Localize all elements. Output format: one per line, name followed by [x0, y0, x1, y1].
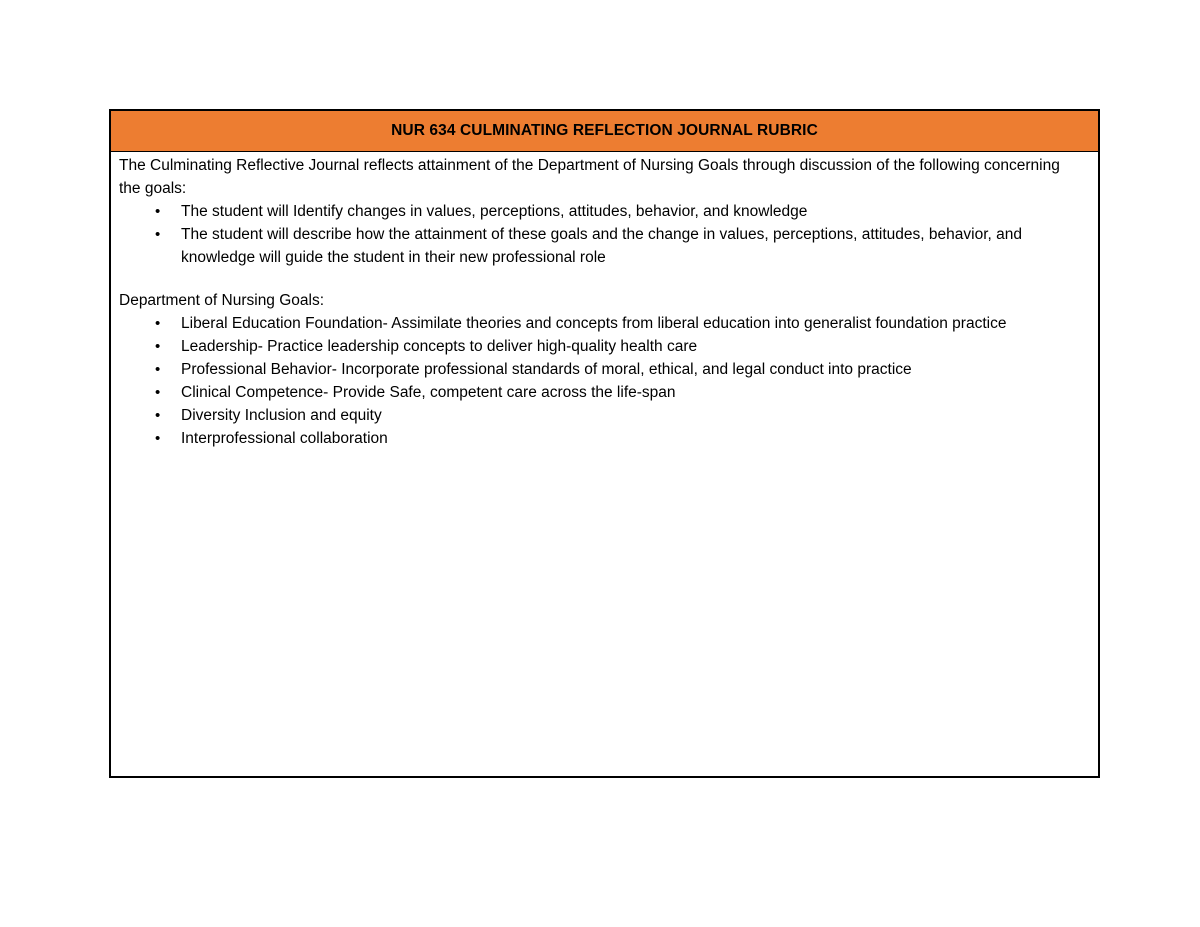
intro-paragraph: The Culminating Reflective Journal reflects attainment of the Department of Nursing Goals through discussion of the following concerning the goals: [119, 157, 1060, 197]
bullet-icon: • [155, 315, 161, 332]
bullet-icon: • [155, 338, 161, 355]
goal-text: Professional Behavior- Incorporate professional standards of moral, ethical, and legal conduct into practice [181, 361, 912, 378]
goal-text: Leadership- Practice leadership concepts to deliver high-quality health care [181, 338, 698, 355]
rubric-table [109, 109, 1100, 778]
intro-bullet-list [119, 200, 1090, 269]
rubric-title: NUR 634 CULMINATING REFLECTION JOURNAL RUBRIC [391, 122, 818, 139]
blank-line [119, 269, 1090, 289]
list-item [119, 404, 1090, 427]
list-item [119, 223, 1090, 269]
goal-text: Clinical Competence- Provide Safe, competent care across the life-span [181, 384, 676, 401]
bullet-icon: • [155, 384, 161, 401]
goal-text: Liberal Education Foundation- Assimilate theories and concepts from liberal education into generalist foundation practice [181, 315, 1007, 332]
goals-bullet-list [119, 312, 1090, 450]
list-item-text: The student will Identify changes in values, perceptions, attitudes, behavior, and knowledge [181, 203, 808, 220]
goals-heading: Department of Nursing Goals: [119, 292, 325, 309]
list-item-text: The student will describe how the attainment of these goals and the change in values, perceptions, attitudes, behavior, and knowledge will guide the student in their new professional role [181, 226, 1022, 266]
list-item [119, 200, 1090, 223]
goal-text: Diversity Inclusion and equity [181, 407, 382, 424]
bullet-icon: • [155, 361, 161, 378]
list-item [119, 312, 1090, 335]
list-item [119, 381, 1090, 404]
bullet-icon: • [155, 226, 161, 243]
goal-text: Interprofessional collaboration [181, 430, 388, 447]
list-item [119, 427, 1090, 450]
list-item [119, 335, 1090, 358]
bullet-icon: • [155, 430, 161, 447]
bullet-icon: • [155, 203, 161, 220]
bullet-icon: • [155, 407, 161, 424]
rubric-title-row [111, 111, 1098, 152]
list-item [119, 358, 1090, 381]
rubric-body-cell [111, 152, 1098, 450]
